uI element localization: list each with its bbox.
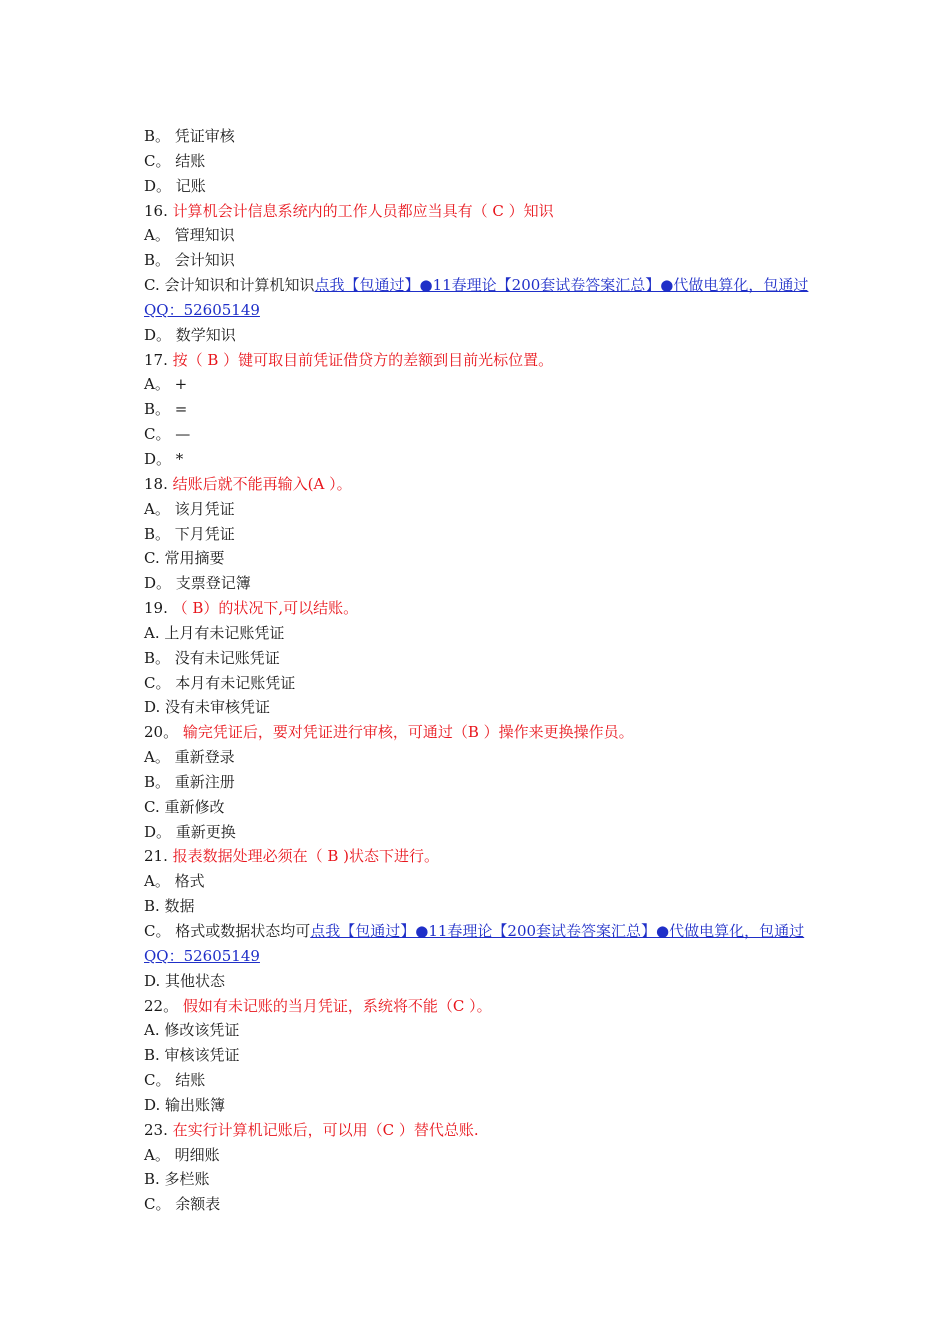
option-line: C. 重新修改 <box>144 797 225 816</box>
option-line: B. 审核该凭证 <box>144 1046 240 1065</box>
promo-link[interactable]: 点我【包通过】●11春理论【200套试卷答案汇总】●代做电算化，包通过QQ：52605149 <box>144 922 805 965</box>
option-line: A。 该月凭证 <box>144 499 235 518</box>
option-line: A. 上月有未记账凭证 <box>144 623 285 642</box>
question-number: 23. <box>144 1120 173 1139</box>
option-line: B. 多栏账 <box>144 1170 210 1189</box>
option-line: A。 管理知识 <box>144 226 235 245</box>
question-text: 按（ B ）键可取目前凭证借贷方的差额到目前光标位置。 <box>172 350 554 369</box>
question-21 <box>144 844 812 869</box>
option-line: B. 数据 <box>144 897 195 916</box>
option-line: A。 + <box>144 375 188 394</box>
question-text: （ B）的状况下,可以结账。 <box>172 599 359 618</box>
question-number: 19. <box>144 599 173 618</box>
question-20 <box>144 720 812 745</box>
question-23 <box>144 1118 812 1143</box>
question-18 <box>144 472 812 497</box>
question-text: 报表数据处理必须在（ B )状态下进行。 <box>172 847 440 866</box>
option-line: C. 常用摘要 <box>144 549 225 568</box>
question-text: 计算机会计信息系统内的工作人员都应当具有（ C ）知识 <box>172 201 554 220</box>
option-line: C。 结账 <box>144 151 206 170</box>
question-number: 22。 <box>144 996 183 1015</box>
question-16 <box>144 199 812 224</box>
question-number: 16. <box>144 201 173 220</box>
question-19 <box>144 596 812 621</box>
document-page <box>144 124 812 1217</box>
question-text: 假如有未记账的当月凭证，系统将不能（C ）。 <box>182 996 492 1015</box>
option-line: B。 会计知识 <box>144 251 235 270</box>
option-line: D. 输出账簿 <box>144 1095 226 1114</box>
option-line: A。 格式 <box>144 872 205 891</box>
question-number: 17. <box>144 350 173 369</box>
option-line: A。 重新登录 <box>144 748 235 767</box>
question-text: 结账后就不能再输入(A ）。 <box>172 474 352 493</box>
option-line: C。 结账 <box>144 1071 206 1090</box>
question-number: 20。 <box>144 723 183 742</box>
option-line: B。 重新注册 <box>144 772 235 791</box>
question-17 <box>144 348 812 373</box>
option-line: C。 余额表 <box>144 1195 221 1214</box>
option-line: D。 数学知识 <box>144 325 236 344</box>
option-line <box>144 919 812 969</box>
question-22 <box>144 994 812 1019</box>
option-line: B。 下月凭证 <box>144 524 235 543</box>
option-line: D。 支票登记簿 <box>144 574 251 593</box>
option-line: B。 没有未记账凭证 <box>144 648 280 667</box>
option-line: D. 其他状态 <box>144 971 226 990</box>
option-line: A. 修改该凭证 <box>144 1021 240 1040</box>
option-line: B。 凭证审核 <box>144 127 235 145</box>
option-text: C。 格式或数据状态均可 <box>144 922 311 940</box>
option-line: D。 重新更换 <box>144 822 236 841</box>
option-line <box>144 273 812 323</box>
question-number: 18. <box>144 474 173 493</box>
option-line: D。 * <box>144 449 184 468</box>
option-line: B。 = <box>144 400 188 419</box>
question-text: 在实行计算机记账后，可以用（C ）替代总账. <box>172 1120 479 1139</box>
option-line: C。 — <box>144 425 191 444</box>
option-line: D。 记账 <box>144 176 206 195</box>
option-line: A。 明细账 <box>144 1145 220 1164</box>
option-line: C。 本月有未记账凭证 <box>144 673 296 692</box>
option-line: D. 没有未审核凭证 <box>144 698 271 717</box>
promo-link[interactable]: 点我【包通过】●11春理论【200套试卷答案汇总】●代做电算化，包通过QQ：52605149 <box>144 276 809 319</box>
question-text: 输完凭证后，要对凭证进行审核，可通过（B ）操作来更换操作员。 <box>182 723 634 742</box>
question-number: 21. <box>144 847 173 866</box>
option-text: C. 会计知识和计算机知识 <box>144 276 315 295</box>
